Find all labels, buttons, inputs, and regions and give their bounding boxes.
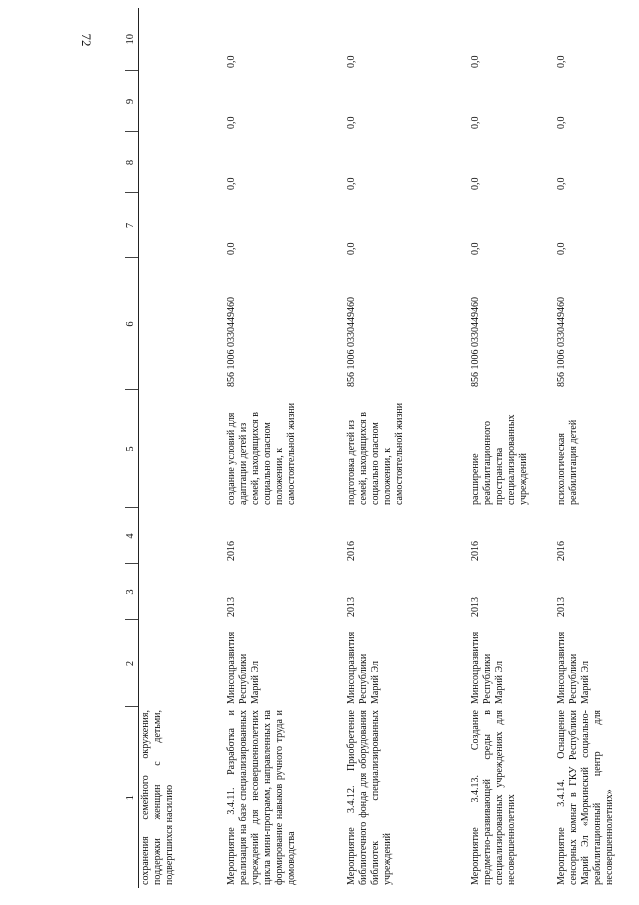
- amount-cell: 0,0: [555, 242, 567, 255]
- start-year-cell: 2013: [469, 597, 481, 617]
- result-cell: подготовка детей из семей, находящихся в социально опасном положении, к самостоятельной жизни: [345, 402, 405, 505]
- amount-cell: 0,0: [225, 116, 237, 129]
- measure-name-cell: Мероприятие 3.4.14. Оснащение сенсорных комнат в ГКУ Республики Марий Эл «Моркинский социально-реабилитационный центр для несовершеннолетних»: [555, 710, 615, 885]
- executor-cell: Минсоцразвития Республики Марий Эл: [469, 631, 505, 704]
- amount-cell: 0,0: [469, 55, 481, 68]
- amount-cell: 0,0: [469, 116, 481, 129]
- start-year-cell: 2013: [555, 597, 567, 617]
- amount-cell: 0,0: [555, 116, 567, 129]
- end-year-cell: 2016: [345, 541, 357, 561]
- result-cell: расширение реабилитационного пространства специализированных учреждений: [469, 414, 529, 505]
- amount-cell: [138, 71, 225, 132]
- column-number: 2: [125, 620, 138, 707]
- amount-cell: 0,0: [469, 242, 481, 255]
- amount-cell: 0,0: [345, 55, 357, 68]
- column-number: 4: [125, 508, 138, 564]
- executor-cell: Минсоцразвития Республики Марий Эл: [555, 631, 591, 704]
- budget-code-cell: 856 1006 0330449460: [469, 297, 481, 387]
- column-number: 9: [125, 71, 138, 132]
- budget-code-cell: 856 1006 0330449460: [225, 297, 237, 387]
- table-row: [345, 8, 469, 888]
- amount-cell: 0,0: [225, 177, 237, 190]
- amount-cell: [138, 193, 225, 258]
- column-number: 7: [125, 193, 138, 258]
- budget-code-cell: [138, 258, 225, 390]
- amount-cell: 0,0: [469, 177, 481, 190]
- amount-cell: 0,0: [345, 116, 357, 129]
- column-number: 6: [125, 258, 138, 390]
- table-row: [555, 8, 639, 888]
- table-row: [469, 8, 555, 888]
- result-cell: [138, 390, 225, 508]
- executor-cell: [138, 620, 225, 707]
- column-number-header-row: [125, 8, 138, 888]
- measure-name-cell: Мероприятие 3.4.12. Приобретение библиотечного фонда для оборудования библиотек специализированных учреждений: [345, 710, 393, 885]
- amount-cell: 0,0: [345, 242, 357, 255]
- program-table: [125, 8, 639, 888]
- end-year-cell: 2016: [555, 541, 567, 561]
- amount-cell: [138, 132, 225, 193]
- start-year-cell: [138, 564, 225, 620]
- start-year-cell: 2013: [345, 597, 357, 617]
- amount-cell: 0,0: [555, 177, 567, 190]
- table-row: [138, 8, 225, 888]
- column-number: 10: [125, 8, 138, 71]
- end-year-cell: 2016: [469, 541, 481, 561]
- measure-name-cell: Мероприятие 3.4.13. Создание предметно-развивающей среды в специализированных учреждениях для несовершеннолетних: [469, 710, 517, 885]
- amount-cell: 0,0: [555, 55, 567, 68]
- executor-cell: Минсоцразвития Республики Марий Эл: [345, 631, 381, 704]
- column-number: 3: [125, 564, 138, 620]
- measure-name-cell: сохранения семейного окружения, поддержки женщин с детьми, подвергшихся насилию: [139, 710, 175, 885]
- column-number: 5: [125, 390, 138, 508]
- result-cell: психологическая реабилитация детей: [555, 419, 579, 505]
- budget-code-cell: 856 1006 0330449460: [345, 297, 357, 387]
- column-number: 1: [125, 707, 138, 888]
- column-number: 8: [125, 132, 138, 193]
- budget-code-cell: 856 1006 0330449460: [555, 297, 567, 387]
- executor-cell: Минсоцразвития Республики Марий Эл: [225, 631, 261, 704]
- start-year-cell: 2013: [225, 597, 237, 617]
- page-number: 72: [79, 33, 94, 47]
- end-year-cell: [138, 508, 225, 564]
- end-year-cell: 2016: [225, 541, 237, 561]
- result-cell: создание условий для адаптации детей из семей, находящихся в социально опасном положении, к самостоятельной жизни: [225, 402, 297, 505]
- measure-name-cell: Мероприятие 3.4.11. Разработка и реализация на базе специализированных учреждений для несовершеннолетних цикла мини-программ, направленных на формирование навыков ручного труда и домоводства: [225, 710, 297, 885]
- rotated-page-content: [125, 8, 639, 888]
- table-row: [225, 8, 345, 888]
- amount-cell: [138, 8, 225, 71]
- amount-cell: 0,0: [225, 55, 237, 68]
- amount-cell: 0,0: [225, 242, 237, 255]
- amount-cell: 0,0: [345, 177, 357, 190]
